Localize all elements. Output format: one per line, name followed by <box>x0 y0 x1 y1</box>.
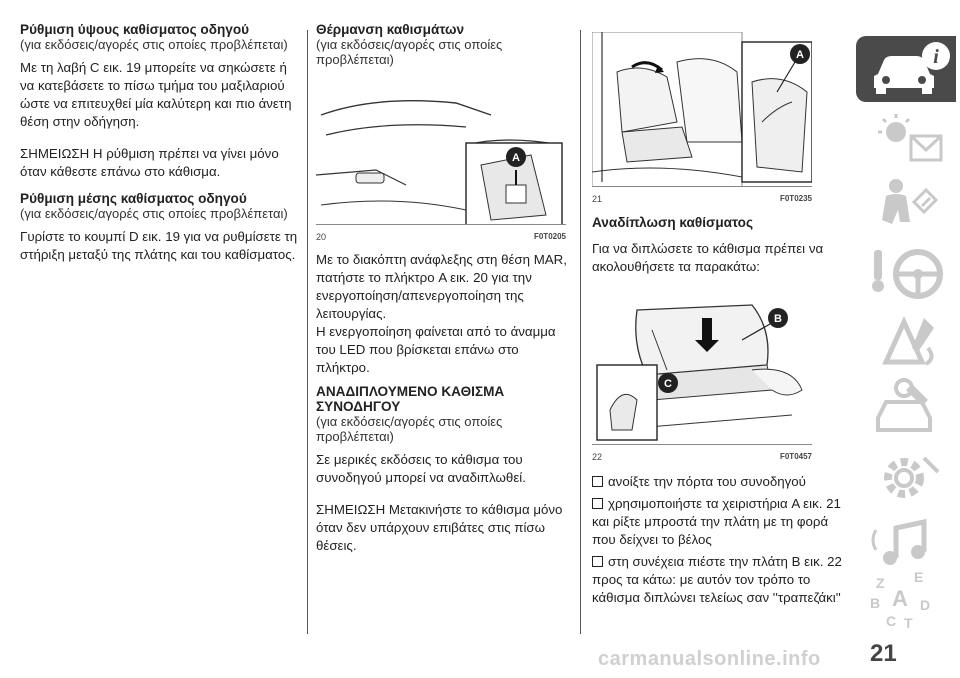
fig22-label-c: C <box>664 378 672 390</box>
steering-wheel-icon <box>856 240 956 306</box>
tab-safety[interactable] <box>856 172 956 238</box>
alphabet-index-icon <box>856 566 956 632</box>
step-2 <box>592 495 842 549</box>
driver-height-subtitle: (για εκδόσεις/αγορές στις οποίες προβλέπεται) <box>20 37 288 52</box>
folded-seat-body: Σε μερικές εκδόσεις το κάθισμα του συνοδηγού μπορεί να αναδιπλωθεί. <box>316 452 526 485</box>
figure-21-code: F0T0235 <box>779 194 812 203</box>
svg-text:T: T <box>904 615 913 631</box>
heating-body: Με το διακόπτη ανάφλεξης στη θέση MAR, πατήστε το πλήκτρο A εικ. 20 για την ενεργοποίηση/απενεργοποίηση της λειτουργίας. <box>316 252 567 321</box>
driver-height-note: ΣΗΜΕΙΩΣΗ Η ρύθμιση πρέπει να γίνει μόνο όταν κάθεστε επάνω στο κάθισμα. <box>20 146 279 179</box>
driver-height-title: Ρύθμιση ύψους καθίσματος οδηγού <box>20 22 250 37</box>
tab-maintenance[interactable] <box>856 376 956 442</box>
step-3-text: στη συνέχεια πιέστε την πλάτη B εικ. 22 προς τα κάτω: με αυτόν τον τρόπο το κάθισμα διπλώνει τελείως σαν ''τραπεζάκι'' <box>592 554 842 605</box>
svg-text:E: E <box>914 569 924 585</box>
tab-specifications[interactable] <box>856 444 956 510</box>
wrench-car-icon <box>856 376 956 442</box>
driver-center-title: Ρύθμιση μέσης καθίσματος οδηγού <box>20 191 247 206</box>
gear-icon <box>856 444 956 510</box>
checkbox-icon <box>592 498 603 509</box>
tab-index[interactable] <box>856 566 956 632</box>
page-number: 21 <box>870 640 897 667</box>
fig21-label-a: A <box>796 49 804 61</box>
warning-light-icon <box>856 106 956 172</box>
heating-body-2: Η ενεργοποίηση φαίνεται από το άναμμα του LED που βρίσκεται επάνω στο πλήκτρο. <box>316 324 556 375</box>
column-left <box>20 22 298 271</box>
fig22-label-b: B <box>774 313 782 325</box>
seat-table-illustration <box>592 290 812 445</box>
figure-22 <box>592 290 812 445</box>
step-1 <box>592 473 842 491</box>
driver-center-subtitle: (για εκδόσεις/αγορές στις οποίες προβλέπεται) <box>20 206 288 221</box>
svg-text:i: i <box>933 46 939 68</box>
car-info-icon <box>856 36 956 102</box>
warning-triangle-icon <box>856 308 956 374</box>
figure-20-caption <box>316 225 566 241</box>
figure-21 <box>592 32 812 187</box>
column-middle <box>316 22 574 562</box>
checkbox-icon <box>592 476 603 487</box>
seatbelt-icon <box>856 172 956 238</box>
figure-22-code: F0T0457 <box>779 452 812 461</box>
driver-center-body: Γυρίστε το κουμπί D εικ. 19 για να ρυθμίσετε τη στήριξη μεταξύ της πλάτης και του καθίσματος. <box>20 229 298 262</box>
svg-text:B: B <box>870 595 881 611</box>
watermark: carmanualsonline.info <box>598 648 821 670</box>
heating-title: Θέρμανση καθισμάτων <box>316 22 465 37</box>
column-divider <box>307 30 308 634</box>
figure-21-number: 21 <box>592 194 603 204</box>
heating-subtitle: (για εκδόσεις/αγορές στις οποίες προβλέπεται) <box>316 37 503 67</box>
seat-fold-illustration <box>592 32 812 187</box>
driver-height-body: Με τη λαβή C εικ. 19 μπορείτε να σηκώσετε ή να κατεβάσετε το πίσω τμήμα του μαξιλαριού ώστε να επιτευχθεί μία καλύτερη και πιο άνετη θέση στην οδήγηση. <box>20 60 292 129</box>
folded-seat-note: ΣΗΜΕΙΩΣΗ Μετακινήστε το κάθισμα μόνο όταν δεν υπάρχουν επιβάτες στις πίσω θέσεις. <box>316 502 563 553</box>
checkbox-icon <box>592 556 603 567</box>
step-2-text: χρησιμοποιήστε τα χειριστήρια A εικ. 21 και ρίξτε μπροστά την πλάτη με τη φορά που δείχνει το βέλος <box>592 496 841 547</box>
tab-emergency[interactable] <box>856 308 956 374</box>
figure-22-caption <box>592 445 812 461</box>
seat-heating-illustration <box>316 75 566 225</box>
svg-text:D: D <box>920 597 931 613</box>
tab-driving[interactable] <box>856 240 956 306</box>
step-3 <box>592 553 842 607</box>
fold-seat-title: Αναδίπλωση καθίσματος <box>592 215 754 230</box>
figure-20 <box>316 75 566 225</box>
fig20-label-a: A <box>512 152 520 164</box>
figure-21-caption <box>592 187 812 203</box>
section-sidebar <box>848 0 960 678</box>
fold-seat-intro: Για να διπλώσετε το κάθισμα πρέπει να ακολουθήσετε τα παρακάτω: <box>592 241 824 274</box>
svg-text:A: A <box>892 586 908 611</box>
folded-seat-subtitle: (για εκδόσεις/αγορές στις οποίες προβλέπεται) <box>316 414 503 444</box>
figure-20-code: F0T0205 <box>533 232 566 241</box>
tab-lights-warnings[interactable] <box>856 106 956 172</box>
folded-seat-title: ΑΝΑΔΙΠΛΟΥΜΕΝΟ ΚΑΘΙΣΜΑ ΣΥΝΟΔΗΓΟΥ <box>316 384 505 414</box>
step-1-text: ανοίξτε την πόρτα του συνοδηγού <box>608 474 806 489</box>
svg-text:C: C <box>886 613 897 629</box>
svg-text:Z: Z <box>876 575 885 591</box>
column-divider-2 <box>580 30 581 634</box>
tab-vehicle-info[interactable] <box>856 36 956 102</box>
column-right <box>592 32 842 614</box>
figure-22-number: 22 <box>592 452 603 462</box>
figure-20-number: 20 <box>316 232 327 242</box>
